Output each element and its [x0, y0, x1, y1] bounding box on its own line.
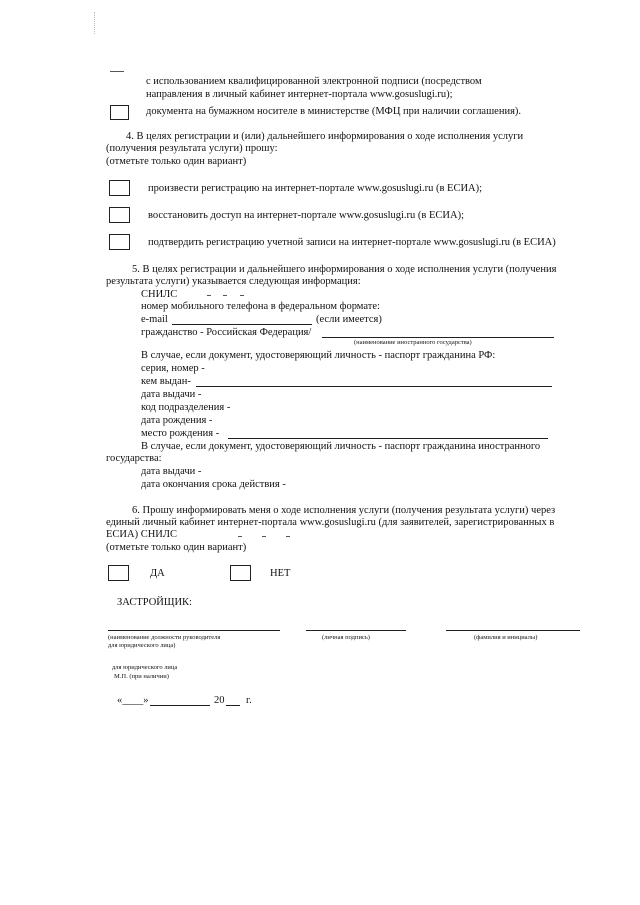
snils-dash	[240, 295, 244, 296]
date-day: «____»	[117, 695, 149, 706]
snils-dash	[238, 536, 242, 537]
section4-hint: (отметьте только один вариант)	[106, 156, 247, 167]
snils-dash	[223, 295, 227, 296]
option-signature-line2: направления в личный кабинет интернет-портала www.gosuslugi.ru);	[146, 89, 453, 100]
series-number-label: серия, номер -	[141, 363, 205, 374]
option-signature-line1: с использованием квалифицированной электронной подписи (посредством	[146, 76, 482, 87]
foreign-note-line1: В случае, если документ, удостоверяющий личность - паспорт гражданина иностранного	[141, 441, 541, 452]
email-label: e-mail	[141, 314, 168, 325]
no-checkbox[interactable]	[230, 565, 251, 581]
restore-access-label: восстановить доступ на интернет-портале www.gosuslugi.ru (в ЕСИА);	[148, 210, 465, 221]
no-label: НЕТ	[270, 568, 291, 579]
section5-heading-line1: 5. В целях регистрации и дальнейшего информирования о ходе исполнения услуги (получения	[132, 264, 557, 275]
stamp-label: М.П. (при наличии)	[114, 673, 169, 680]
snils-dash	[286, 536, 290, 537]
position-field[interactable]	[108, 630, 280, 631]
register-checkbox[interactable]	[109, 180, 130, 196]
foreign-state-field[interactable]	[322, 337, 554, 338]
name-field[interactable]	[446, 630, 580, 631]
email-field[interactable]	[172, 324, 312, 325]
date-year-prefix: 20	[214, 695, 225, 706]
issued-by-label: кем выдан-	[141, 376, 191, 387]
section6-line1: 6. Прошу информировать меня о ходе исполнения услуги (получения результата услуги) через	[132, 505, 556, 516]
confirm-account-checkbox[interactable]	[109, 234, 130, 250]
expiry-date-label: дата окончания срока действия -	[141, 479, 286, 490]
position-caption-line1: (наименование должности руководителя	[108, 634, 221, 641]
margin-mark	[94, 12, 96, 34]
legal-entity-label: для юридического лица	[112, 664, 178, 671]
register-label: произвести регистрацию на интернет-портале www.gosuslugi.ru (в ЕСИА);	[148, 183, 483, 194]
option-paper-label: документа на бумажном носителе в министерстве (МФЦ при наличии соглашения).	[146, 106, 522, 117]
section4-heading-line2: (получения результата услуги) прошу:	[106, 143, 278, 154]
yes-label: ДА	[150, 568, 165, 579]
rf-passport-note: В случае, если документ, удостоверяющий личность - паспорт гражданина РФ:	[141, 350, 496, 361]
developer-label: ЗАСТРОЙЩИК:	[117, 597, 192, 608]
position-caption-line2: для юридического лица)	[108, 642, 176, 649]
restore-access-checkbox[interactable]	[109, 207, 130, 223]
birth-date-label: дата рождения -	[141, 415, 213, 426]
section6-line2: единый личный кабинет интернет-портала www.gosuslugi.ru (для заявителей, зарегистрированных в	[106, 517, 555, 528]
issue-date-label: дата выдачи -	[141, 389, 202, 400]
snils-label: СНИЛС	[141, 289, 178, 300]
email-note: (если имеется)	[316, 314, 382, 325]
date-month-field[interactable]	[150, 705, 210, 706]
foreign-note-line2: государства:	[106, 453, 162, 464]
date-year-field[interactable]	[226, 705, 240, 706]
confirm-account-label: подтвердить регистрацию учетной записи на интернет-портале www.gosuslugi.ru (в ЕСИА)	[148, 237, 556, 248]
yes-checkbox[interactable]	[108, 565, 129, 581]
foreign-issue-date-label: дата выдачи -	[141, 466, 202, 477]
birth-place-field[interactable]	[228, 438, 548, 439]
citizenship-label: гражданство - Российская Федерация/	[141, 327, 312, 338]
section6-line3: ЕСИА) СНИЛС	[106, 529, 177, 540]
snils-dash	[207, 295, 211, 296]
option-dash	[110, 71, 124, 72]
signature-field[interactable]	[306, 630, 406, 631]
section6-hint: (отметьте только один вариант)	[106, 542, 247, 553]
signature-caption: (личная подпись)	[322, 634, 370, 641]
date-suffix: г.	[246, 695, 252, 706]
name-caption: (фамилия и инициалы)	[474, 634, 538, 641]
section5-heading-line2: результата услуги) указывается следующая информация:	[106, 276, 361, 287]
snils-dash	[262, 536, 266, 537]
birth-place-label: место рождения -	[141, 428, 220, 439]
phone-label: номер мобильного телефона в федеральном формате:	[141, 301, 380, 312]
option-paper-checkbox[interactable]	[110, 105, 129, 120]
foreign-state-caption: (наименование иностранного государства)	[354, 339, 472, 346]
issued-by-field[interactable]	[196, 386, 552, 387]
division-code-label: код подразделения -	[141, 402, 231, 413]
section4-heading-line1: 4. В целях регистрации и (или) дальнейшего информирования о ходе исполнения услуги	[126, 131, 524, 142]
